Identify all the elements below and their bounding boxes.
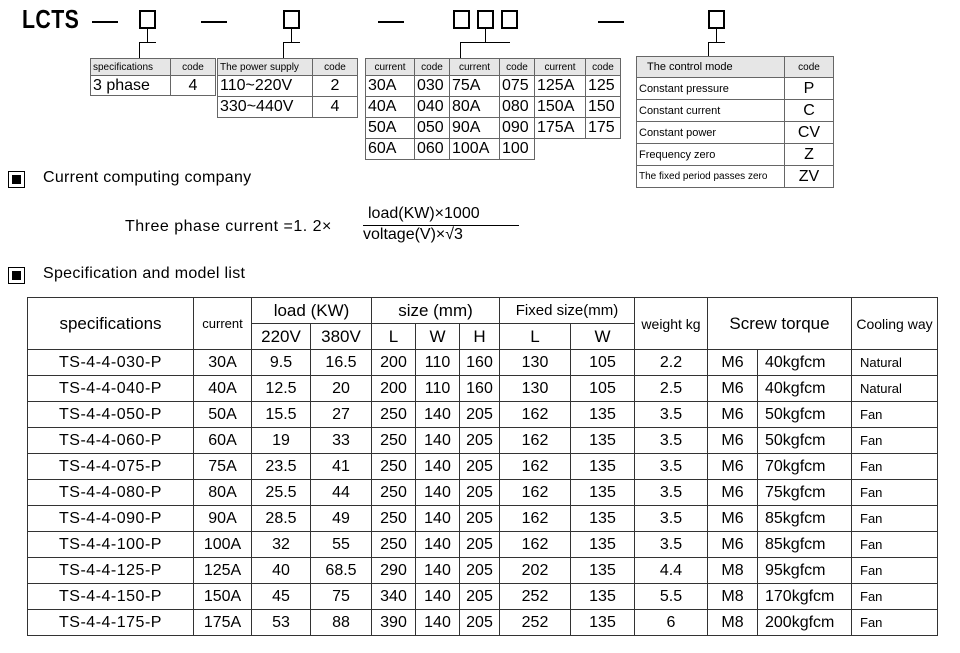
legend-cell: 150 [586,97,621,118]
cell-screw: M6 [708,376,758,402]
cell-cooling: Fan [852,506,938,532]
code-dash [92,21,118,23]
cell-current: 100A [194,532,252,558]
cell-fixed-l: 252 [500,584,571,610]
section-title: Specification and model list [43,265,246,282]
section-title: Current computing company [43,169,252,186]
cell-cooling: Fan [852,480,938,506]
connector-line [485,29,486,42]
cell-fixed-w: 135 [571,610,635,636]
cell-fixed-l: 162 [500,532,571,558]
cell-torque: 85kgfcm [758,532,852,558]
cell-screw: M6 [708,428,758,454]
legend-cell: Constant power [637,122,785,144]
cell-weight: 3.5 [635,480,708,506]
legend-cell: 4 [313,97,358,118]
cell-torque: 50kgfcm [758,428,852,454]
legend-cell: 090 [500,118,535,139]
legend-header: code [500,59,535,76]
cell-torque: 50kgfcm [758,402,852,428]
cell-torque: 170kgfcm [758,584,852,610]
cell-weight: 2.5 [635,376,708,402]
cell-fixed-l: 162 [500,506,571,532]
control-legend-table [636,56,834,188]
cell-screw: M6 [708,350,758,376]
cell-load-380v: 49 [311,506,372,532]
cell-fixed-w: 135 [571,428,635,454]
legend-cell: 175A [535,118,586,139]
code-slot-spec [139,10,156,29]
cell-size-w: 140 [416,506,460,532]
legend-header: code [586,59,621,76]
cell-fixed-l: 252 [500,610,571,636]
cell-weight: 6 [635,610,708,636]
legend-cell: 50A [366,118,415,139]
cell-size-l: 200 [372,376,416,402]
legend-header: The control mode [637,57,785,78]
legend-cell: 4 [171,76,216,96]
cell-weight: 3.5 [635,532,708,558]
power-legend-table [217,58,358,118]
cell-screw: M6 [708,532,758,558]
header-weight: weight kg [635,298,708,350]
legend-cell: 080 [500,97,535,118]
code-dash [598,21,624,23]
cell-size-l: 250 [372,532,416,558]
cell-screw: M6 [708,480,758,506]
cell-size-w: 140 [416,610,460,636]
cell-size-l: 290 [372,558,416,584]
cell-model: TS-4-4-030-P [28,350,194,376]
cell-current: 175A [194,610,252,636]
connector-line [147,29,148,42]
legend-cell: Frequency zero [637,144,785,166]
cell-load-380v: 68.5 [311,558,372,584]
header-current: current [194,298,252,350]
cell-fixed-l: 162 [500,480,571,506]
legend-cell: 40A [366,97,415,118]
code-dash [378,21,404,23]
legend-header: code [785,57,834,78]
legend-header: current [450,59,500,76]
legend-cell: 330~440V [218,97,313,118]
legend-cell: C [785,100,834,122]
cell-current: 75A [194,454,252,480]
spec-model-table [27,297,938,636]
cell-size-h: 205 [460,480,500,506]
cell-load-380v: 55 [311,532,372,558]
legend-cell: 110~220V [218,76,313,97]
legend-cell: Constant current [637,100,785,122]
connector-line [139,42,156,43]
connector-line [283,42,284,58]
cell-fixed-l: 130 [500,350,571,376]
cell-torque: 70kgfcm [758,454,852,480]
cell-model: TS-4-4-040-P [28,376,194,402]
cell-cooling: Fan [852,610,938,636]
cell-fixed-w: 135 [571,506,635,532]
cell-load-220v: 45 [252,584,311,610]
connector-line [716,29,717,42]
cell-cooling: Fan [852,558,938,584]
legend-cell: 030 [415,76,450,97]
legend-cell: 060 [415,139,450,160]
connector-line [283,42,300,43]
cell-cooling: Natural [852,350,938,376]
header-size-l: L [372,324,416,350]
cell-size-l: 250 [372,428,416,454]
cell-load-220v: 12.5 [252,376,311,402]
cell-size-h: 205 [460,454,500,480]
cell-fixed-w: 135 [571,584,635,610]
table-row [28,532,938,558]
table-row [28,402,938,428]
table-row [28,454,938,480]
current-legend-table [365,58,621,160]
legend-cell: 125 [586,76,621,97]
legend-cell: 175 [586,118,621,139]
legend-cell: ZV [785,166,834,188]
cell-current: 60A [194,428,252,454]
cell-size-l: 390 [372,610,416,636]
legend-cell: 30A [366,76,415,97]
header-fixed-size: Fixed size(mm) [500,298,635,324]
cell-weight: 3.5 [635,506,708,532]
cell-weight: 3.5 [635,454,708,480]
cell-screw: M8 [708,610,758,636]
cell-screw: M6 [708,506,758,532]
code-slot-current-1 [453,10,470,29]
cell-current: 30A [194,350,252,376]
cell-size-l: 200 [372,350,416,376]
cell-torque: 40kgfcm [758,376,852,402]
cell-current: 125A [194,558,252,584]
formula-lhs: Three phase current =1. 2× [125,218,332,235]
cell-cooling: Fan [852,454,938,480]
cell-cooling: Fan [852,532,938,558]
cell-model: TS-4-4-100-P [28,532,194,558]
cell-load-220v: 25.5 [252,480,311,506]
connector-line [139,42,140,58]
cell-size-h: 160 [460,350,500,376]
legend-header: current [366,59,415,76]
table-row [28,610,938,636]
code-dash [201,21,227,23]
legend-cell: 150A [535,97,586,118]
cell-current: 150A [194,584,252,610]
cell-load-380v: 75 [311,584,372,610]
cell-load-380v: 33 [311,428,372,454]
legend-cell: 075 [500,76,535,97]
cell-screw: M8 [708,584,758,610]
legend-header: specifications [91,59,171,76]
legend-cell: 125A [535,76,586,97]
cell-fixed-w: 105 [571,376,635,402]
cell-load-380v: 41 [311,454,372,480]
formula-denominator: voltage(V)×√3 [363,226,463,243]
cell-size-w: 110 [416,376,460,402]
connector-line [291,29,292,42]
model-prefix: LCTS [22,4,80,34]
cell-screw: M8 [708,558,758,584]
cell-size-w: 110 [416,350,460,376]
legend-cell [586,139,621,160]
legend-cell: 3 phase [91,76,171,96]
cell-load-380v: 27 [311,402,372,428]
cell-model: TS-4-4-060-P [28,428,194,454]
connector-line [460,42,461,58]
header-specifications: specifications [28,298,194,350]
legend-cell: 2 [313,76,358,97]
cell-fixed-l: 162 [500,402,571,428]
cell-model: TS-4-4-150-P [28,584,194,610]
cell-size-l: 340 [372,584,416,610]
bullet-square-icon [8,171,25,188]
cell-torque: 75kgfcm [758,480,852,506]
formula-numerator: load(KW)×1000 [368,205,480,222]
legend-cell: 040 [415,97,450,118]
cell-size-w: 140 [416,402,460,428]
cell-size-h: 205 [460,610,500,636]
cell-size-h: 205 [460,428,500,454]
table-row [28,480,938,506]
cell-fixed-l: 130 [500,376,571,402]
cell-size-w: 140 [416,558,460,584]
cell-load-380v: 16.5 [311,350,372,376]
header-size-w: W [416,324,460,350]
cell-model: TS-4-4-075-P [28,454,194,480]
table-row [28,506,938,532]
cell-load-380v: 88 [311,610,372,636]
code-slot-control [708,10,725,29]
cell-load-220v: 19 [252,428,311,454]
cell-fixed-l: 202 [500,558,571,584]
cell-size-w: 140 [416,532,460,558]
cell-load-220v: 28.5 [252,506,311,532]
cell-torque: 40kgfcm [758,350,852,376]
cell-current: 90A [194,506,252,532]
cell-size-h: 160 [460,376,500,402]
cell-current: 50A [194,402,252,428]
cell-size-h: 205 [460,558,500,584]
cell-fixed-l: 162 [500,454,571,480]
cell-size-l: 250 [372,402,416,428]
header-fixed-w: W [571,324,635,350]
cell-weight: 3.5 [635,402,708,428]
table-row [28,376,938,402]
cell-model: TS-4-4-080-P [28,480,194,506]
cell-fixed-w: 135 [571,480,635,506]
cell-load-220v: 9.5 [252,350,311,376]
header-fixed-l: L [500,324,571,350]
code-slot-current-2 [477,10,494,29]
cell-load-220v: 40 [252,558,311,584]
cell-screw: M6 [708,402,758,428]
header-size-h: H [460,324,500,350]
legend-header: code [171,59,216,76]
cell-size-l: 250 [372,454,416,480]
header-size: size (mm) [372,298,500,324]
cell-size-h: 205 [460,584,500,610]
legend-cell: 100 [500,139,535,160]
cell-fixed-w: 135 [571,454,635,480]
legend-cell: 75A [450,76,500,97]
cell-model: TS-4-4-125-P [28,558,194,584]
cell-weight: 4.4 [635,558,708,584]
cell-cooling: Natural [852,376,938,402]
cell-size-h: 205 [460,402,500,428]
legend-cell: The fixed period passes zero [637,166,785,188]
cell-size-w: 140 [416,454,460,480]
cell-load-220v: 23.5 [252,454,311,480]
legend-cell: Z [785,144,834,166]
cell-model: TS-4-4-050-P [28,402,194,428]
cell-cooling: Fan [852,402,938,428]
cell-fixed-l: 162 [500,428,571,454]
cell-fixed-w: 135 [571,402,635,428]
connector-line [460,42,510,43]
cell-load-220v: 53 [252,610,311,636]
cell-current: 40A [194,376,252,402]
cell-torque: 95kgfcm [758,558,852,584]
table-row [28,584,938,610]
cell-size-l: 250 [372,480,416,506]
cell-fixed-w: 105 [571,350,635,376]
cell-load-380v: 44 [311,480,372,506]
legend-header: code [313,59,358,76]
cell-cooling: Fan [852,428,938,454]
legend-cell: 80A [450,97,500,118]
code-slot-power [283,10,300,29]
legend-cell: 90A [450,118,500,139]
header-load: load (KW) [252,298,372,324]
cell-load-220v: 15.5 [252,402,311,428]
legend-header: current [535,59,586,76]
legend-cell: 050 [415,118,450,139]
cell-load-380v: 20 [311,376,372,402]
cell-torque: 85kgfcm [758,506,852,532]
cell-size-w: 140 [416,428,460,454]
cell-model: TS-4-4-090-P [28,506,194,532]
table-row [28,350,938,376]
cell-size-l: 250 [372,506,416,532]
legend-cell [535,139,586,160]
cell-model: TS-4-4-175-P [28,610,194,636]
code-slot-current-3 [501,10,518,29]
cell-fixed-w: 135 [571,532,635,558]
cell-current: 80A [194,480,252,506]
spec-legend-table [90,58,216,96]
cell-cooling: Fan [852,584,938,610]
legend-cell: CV [785,122,834,144]
legend-header: The power supply [218,59,313,76]
legend-cell: 100A [450,139,500,160]
cell-size-h: 205 [460,532,500,558]
legend-header: code [415,59,450,76]
legend-cell: 60A [366,139,415,160]
cell-size-h: 205 [460,506,500,532]
cell-weight: 2.2 [635,350,708,376]
header-cooling: Cooling way [852,298,938,350]
legend-cell: P [785,78,834,100]
cell-weight: 5.5 [635,584,708,610]
cell-torque: 200kgfcm [758,610,852,636]
cell-size-w: 140 [416,480,460,506]
cell-screw: M6 [708,454,758,480]
table-row [28,428,938,454]
cell-size-w: 140 [416,584,460,610]
header-screw-torque: Screw torque [708,298,852,350]
connector-line [708,42,725,43]
cell-fixed-w: 135 [571,558,635,584]
legend-cell: Constant pressure [637,78,785,100]
cell-weight: 3.5 [635,428,708,454]
table-row [28,558,938,584]
bullet-square-icon [8,267,25,284]
header-load-220v: 220V [252,324,311,350]
cell-load-220v: 32 [252,532,311,558]
header-load-380v: 380V [311,324,372,350]
